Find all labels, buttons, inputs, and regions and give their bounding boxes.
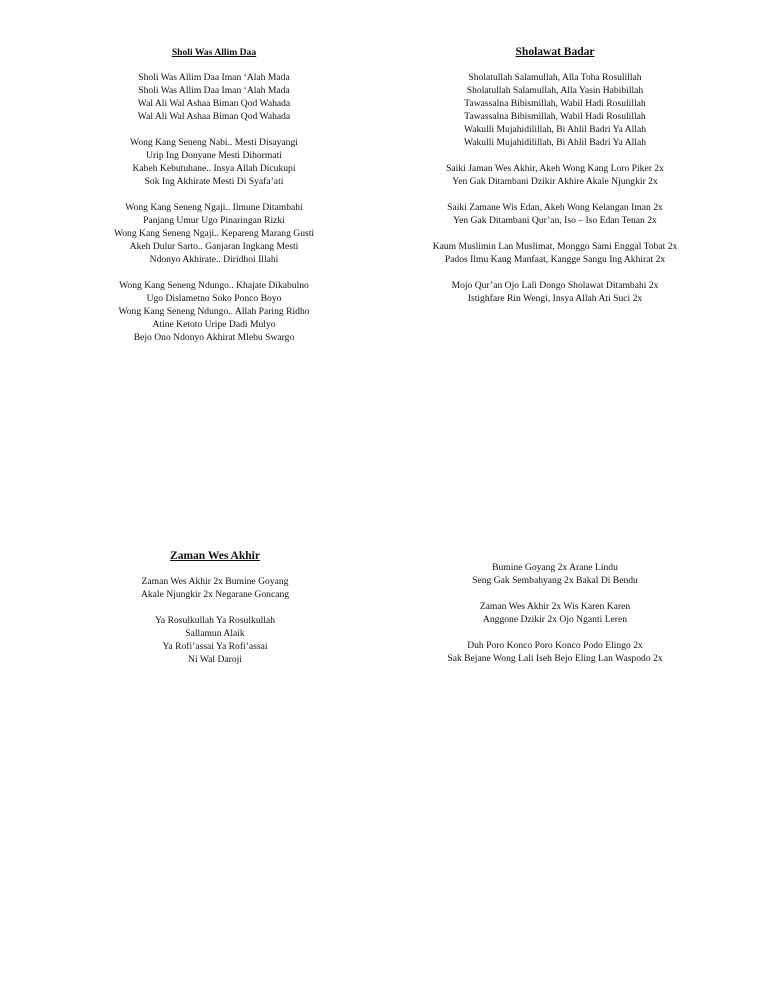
stanza (405, 561, 705, 587)
lyric-line: Wong Kang Seneng Ngaji.. Kepareng Marang Gusti (113, 228, 315, 239)
lyric-line: Saiki Jaman Wes Akhir, Akeh Wong Kang Loro Piker 2x (446, 163, 664, 174)
lyric-line: Yen Gak Ditambani Qur’an, Iso – Iso Edan Tenan 2x (453, 215, 657, 226)
lyric-line: Sholatullah Salamullah, Alla Yasin Habibillah (466, 85, 644, 96)
lyric-line: Akeh Dulur Sarto.. Ganjaran Ingkang Mesti (129, 241, 299, 252)
lyric-line: Bumine Goyang 2x Arane Lindu (492, 562, 618, 573)
lyric-line: Sholi Was Allim Daa Iman ‘Alah Mada (138, 72, 290, 83)
song-title: Sholi Was Allim Daa (171, 47, 257, 58)
lyric-line: Mojo Qur’an Ojo Lali Dongo Sholawat Ditambahi 2x (451, 280, 659, 291)
lyric-line: Sallamun Alaik (185, 628, 245, 639)
lyric-line: Wakulli Mujahidilillah, Bi Ahlil Badri Ya Allah (463, 124, 647, 135)
lyric-line: Sholatullah Salamullah, Alla Toha Rosulillah (468, 72, 642, 83)
lyric-line: Urip Ing Donyane Mesti Dihormati (146, 150, 282, 161)
stanza (64, 279, 364, 344)
lyric-line: Kaum Muslimin Lan Muslimat, Monggo Sami Enggal Tobat 2x (432, 241, 678, 252)
lyric-line: Seng Gak Sembahyang 2x Bakal Di Bendu (472, 575, 638, 586)
lyric-line: Atine Ketoto Uripe Dadi Mulyo (152, 319, 276, 330)
lyric-line: Wal Ali Wal Ashaa Biman Qod Wahada (137, 111, 291, 122)
lyric-line: Pados Ilmu Kang Manfaat, Kangge Sangu Ing Akhirat 2x (444, 254, 666, 265)
lyric-line: Wong Kang Seneng Ngaji.. Ilmune Ditambahi (125, 202, 303, 213)
lyric-line: Sak Bejane Wong Lali Iseh Bejo Eling Lan Waspodo 2x (447, 653, 663, 664)
stanza (64, 201, 364, 266)
lyric-line: Ndonyo Akhirate.. Diridhoi Illahi (149, 254, 279, 265)
lyric-line: Wong Kang Seneng Ndungo.. Khajate Dikabulno (119, 280, 309, 291)
song-sholawat-badar (405, 46, 705, 318)
lyric-line: Bejo Ono Ndonyo Akhirat Mlebu Swargo (133, 332, 295, 343)
lyric-line: Tawassalna Bibismillah, Wabil Hadi Rosulillah (464, 98, 646, 109)
lyric-line: Ni Wal Daroji (188, 654, 242, 665)
song-sholi-was-allim-daa (64, 46, 364, 357)
lyric-line: Ya Rosulkullah Ya Rosulkullah (154, 615, 276, 626)
stanza (405, 639, 705, 665)
stanza (405, 201, 705, 227)
stanza (64, 71, 364, 123)
lyric-line: Wal Ali Wal Ashaa Biman Qod Wahada (137, 98, 291, 109)
stanza (405, 71, 705, 149)
lyric-line: Ya Rofi’assai Ya Rofi’assai (162, 641, 268, 652)
lyric-line: Wong Kang Seneng Ndungo.. Allah Paring Ridho (118, 306, 310, 317)
stanza (65, 614, 365, 666)
stanza (405, 600, 705, 626)
stanza (405, 279, 705, 305)
song-zaman-wes-akhir-continued (405, 561, 705, 678)
lyric-line: Wong Kang Seneng Nabi.. Mesti Disayangi (130, 137, 298, 148)
lyric-line: Anggone Dzikir 2x Ojo Nganti Leren (482, 614, 628, 625)
lyric-line: Kabeh Kebutuhane.. Insya Allah Dicukupi (132, 163, 296, 174)
song-title: Zaman Wes Akhir (170, 550, 260, 562)
stanza (405, 162, 705, 188)
lyric-line: Panjang Umur Ugo Pinaringan Rizki (143, 215, 285, 226)
lyric-line: Saiki Zamane Wis Edan, Akeh Wong Kelangan Iman 2x (447, 202, 663, 213)
lyric-line: Duh Poro Konco Poro Konco Podo Elingo 2x (467, 640, 643, 651)
stanza (64, 136, 364, 188)
lyric-line: Zaman Wes Akhir 2x Wis Karen Karen (479, 601, 631, 612)
stanza (405, 240, 705, 266)
lyric-line: Akale Njungkir 2x Negarane Goncang (140, 589, 290, 600)
lyric-line: Tawassalna Bibismillah, Wabil Hadi Rosulillah (464, 111, 646, 122)
lyric-line: Istighfare Rin Wengi, Insya Allah Ati Suci 2x (467, 293, 643, 304)
lyric-line: Sok Ing Akhirate Mesti Di Syafa’ati (144, 176, 284, 187)
song-zaman-wes-akhir (65, 550, 365, 679)
stanza (65, 575, 365, 601)
lyric-line: Sholi Was Allim Daa Iman ‘Alah Mada (138, 85, 290, 96)
lyric-line: Ugo Dislametno Soko Ponco Boyo (146, 293, 282, 304)
lyric-line: Wakulli Mujahidilillah, Bi Ahlil Badri Ya Allah (463, 137, 647, 148)
song-title: Sholawat Badar (515, 46, 595, 58)
lyric-line: Zaman Wes Akhir 2x Bumine Goyang (141, 576, 289, 587)
lyric-line: Yen Gak Ditambani Dzikir Akhire Akale Njungkir 2x (452, 176, 658, 187)
